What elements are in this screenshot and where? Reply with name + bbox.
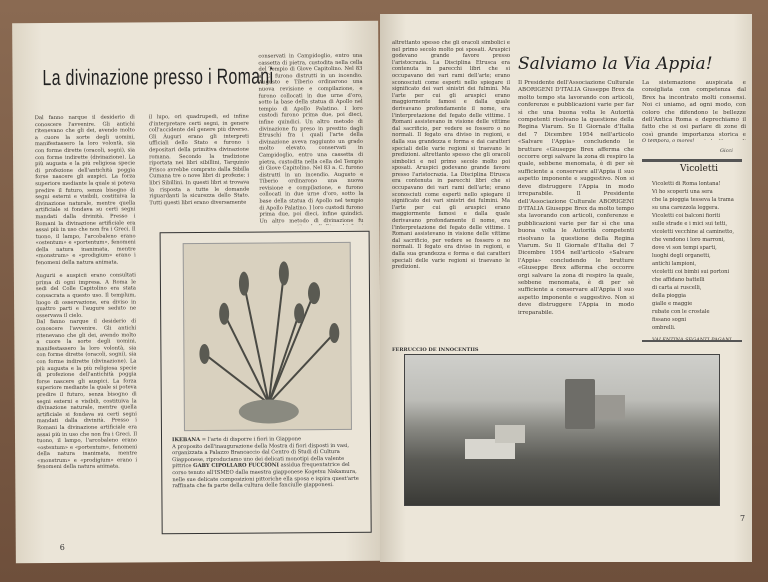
poem-line: rubate con le crostale (652, 309, 710, 315)
poem-line: di carta ai ruscelli, (652, 285, 702, 291)
poem-line: gialle e maggie (652, 301, 693, 307)
column-text: Dal fanno narque il desiderio di conoscere l'avvenire. Gli antichi ritenevano che gli dei, avendo molto a cuore la sorte degli uomini, manifestassero la loro volontà, sia con forme dirette (oracoli, sogni), sia con forme indirette (divinazione). La più augusta e la più religiosa specie di profezione dell'antichità poggia forse nascere gli auspici. La forza superiore mediante la quale si poteva predire il futuro, senza bisogno di segni esterni e visibili, costituiva la divinazione naturale, mentre quella artificiale si fondava su certi segni mandati dalla divinità. Presso i Romani la divinazione artificiale era assai più in uso che non fra i Greci. Il tuono, il lampo, l'arcobaleno erano «ostentum» e «portentum», fenomeni della natura inanimata, mentre «monstrum» e «prodigium» erano i fenomeni della natura animata. (34, 114, 136, 267)
column-text: La sistemazione auspicata e consigliata con competenza dal Brex ha incontrato molti consensi. Noi ci uniamo, ad ogni modo, con coloro che difendono le bellezze dell'Antica Roma e deprechiamo il fatto che si osi parlare di zone di così grande importanza storica e (642, 80, 746, 138)
column-text: Dal fanno narque il desiderio di conoscere l'avvenire. Gli antichi ritenevano che gli dei, avendo molto a cuore la sorte degli uomini, manifestassero la loro volontà, sia con forme dirette (oracoli, sogni), sia con forme indirette (divinazione). La più augusta e la più religiosa specie di profezione dell'antichità poggia forse nascere gli auspici. La forza superiore mediante la quale si poteva predire il futuro, senza bisogno di segni esterni e visibili, costituiva la divinazione naturale, mentre quella artificiale si fondava su certi segni mandati dalla divinità. Presso i Romani la divinazione artificiale era assai più in uso che non fra i Greci. Il tuono, il lampo, l'arcobaleno erano «ostentum» e «portentum», fenomeni della natura inanimata, mentre «monstrum» e «prodigium» erano i fenomeni della natura animata. (36, 318, 138, 471)
poem-line: vicoletti coi bimbi sui portoni (652, 269, 730, 275)
article-column-1 (35, 114, 138, 535)
column-text: altrettanto spesso che gli oracoli simbolici e nel primo secolo molto poi sposati. Aruspici godevano grande favore presso l'aristocrazia. La Disciplina Etrusca era contenuta in parecchi libri che si occupavano dei vari rami dell'arte; erano sconosciuti come esperti nello spiegare il significato dei vari sinistri dei fulmini. Ma l'arte per cui gli aruspici erano maggiormente famosi e dalla quale derivavano profondamente il nome, era l'interpretazione del fegato delle vittime. I Romani assistevano in visione delle vittime dal sacrificio, per vedere se fossero o no normali. Il fegato era diviso in regioni, e dalla sua grandezza e forma e dai caratteri speciali delle varie regioni si traevano le predizioni. (392, 40, 510, 159)
article-column-2 (149, 114, 250, 227)
signature: Gicci (720, 148, 733, 154)
ikebana-painting (183, 242, 352, 431)
building (495, 425, 525, 443)
article-continuation-column (392, 40, 510, 340)
illustration-caption (172, 436, 362, 490)
via-appia-photo (404, 354, 720, 506)
column-text: conservati in Campidoglio, entro una cassetta di pietra, custodita nella cella del Tempio di Giove Capitolino. Nel 83 a. C. furono distrutti in un incendio. Augusto e Tiberio ordinarono una nuova revisione e compilazione, e furono collocati in due urne d'oro, sotto la base della statua di Apollo nel tempio di Apollo Palatino. I loro custodi furono prima due, poi dieci, infine quindici. Un altro metodo di divinazione fu preso in prestito dagli Etruschi fra i quali l'arte della divinazione aveva raggiunto un grado molto elevato. (258, 52, 363, 152)
poem-title: Vicoletti (680, 164, 718, 174)
poem-line: Vi ho scoperti una sera (652, 189, 713, 195)
divider (642, 159, 742, 162)
left-page (12, 21, 382, 564)
article-title: La divinazione presso i Romani (42, 63, 274, 91)
caption-text: A proposito dell'inaugurazione della Mostra di fiori disposti in vasi, organizzata a Palazzo Brancaccio dal Centro di Studi di Cultura Giapponese, riproduciamo uno dei delicati monotipi della valente pittrice (172, 442, 350, 470)
page-number: 7 (740, 514, 746, 523)
column-text: il lupo, ori quadrupedi, ed infine d'interpretare certi segni, in genere coll'accidente del genere più diverso. Gli Àuguri erano gli interpreti ufficiali dello Stato e furono i depositari della primitiva divinazione romana. Secondo la tradizione riportata nei libri sibillini, Tarquinio Prisco avrebbe comprato dalla Sibilla Cumana tre o nove libri di profezie: i libri Sibillini. In questi libri si trovava la risposta a tutte le domande riguardanti la sicurezza dello Stato. Tutti questi libri erano diversamente (148, 113, 250, 207)
column-text: Augurii e auspicii erano consultati prima di ogni impresa. A Roma le sedi del Colle Capitolino era stata consacrata a questo uso. Il templum, luogo di osservazione, era diviso in quattro parti e l'augure seduto ne osservava il cielo. (35, 272, 137, 319)
poem-line: che affidano battelli (652, 277, 705, 283)
caption-text: assidua frequentatrice del corso tenuto all'ISMEO dalla maestra giapponese Kogetsu Nakamura, nelle sue delicate composizioni pittoriche ella sposa e ispira quest'arte raffinata che fa parte della cultura delle fanciulle giapponesi. (172, 462, 359, 490)
poem-line: vicoletti vecchine al caminetto, (652, 229, 735, 235)
poem-line: luoghi degli organetti, (652, 253, 711, 259)
column-text: Il Presidente dell'Associazione Culturale ABORIGENI D'ITALIA Giuseppe Brex da molto tempo sta lavorando con articoli, conferenze e pubblicazioni varie per far sì che una buona volta le Autorità competenti risolvano la questione della Regina Viarum. Su Il Giornale d'Italia del 7 Dicembre 1954 nell'articolo «Salvare l'Appia» concludendo le brutture «Giuseppe Brex afferma che occorre orgi salvare la zona di respiro la quale, sebbene menomata, è di per sè sufficiente a conservare all'Appia il suo aspetto imponente e suggestivo. Non si deve distruggere l'Appia in modo irreparabile. (518, 191, 634, 316)
article-column-3 (258, 53, 363, 226)
column-text: Il Presidente dell'Associazione Culturale ABORIGENI D'ITALIA Giuseppe Brex da molto tempo sta lavorando con articoli, conferenze e pubblicazioni varie per far sì che una buona volta le Autorità competenti risolvano la questione della Regina Viarum. Su Il Giornale d'Italia del 7 Dicembre 1954 nell'articolo «Salvare l'Appia» concludendo le brutture «Giuseppe Brex afferma che occorre orgi salvare la zona di respiro la quale, sebbene menomata, è di per sè sufficiente a conservare all'Appia il suo aspetto imponente e suggestivo. Non si deve distruggere l'Appia in modo irreparabile. (518, 80, 634, 198)
column-text: altrettanto spesso che gli oracoli simbolici e nel primo secolo molto poi sposati. Aruspici godevano grande favore presso l'aristocrazia. La Disciplina Etrusca era contenuta in parecchi libri che si occupavano dei vari rami dell'arte; erano sconosciuti come esperti nello spiegare il significato dei vari sinistri dei fulmini. Ma l'arte per cui gli aruspici erano maggiormente famosi e dalla quale derivavano profondamente il nome, era l'interpretazione del fegato delle vittime. I Romani assistevano in visione delle vittime dal sacrificio, per vedere se fossero o no normali. Il fegato era diviso in regioni, e dalla sua grandezza e forma e dai caratteri speciali delle varie regioni si traevano le predizioni. (392, 152, 510, 271)
building (595, 395, 625, 419)
appia-column-2 (642, 80, 746, 140)
exclamation: O tempora, o mores! (642, 138, 695, 144)
poem-line: Vicoletti coi balconi fioriti (652, 213, 721, 219)
poem-line: che vendono i loro marroni, (652, 237, 725, 243)
illustration-box (160, 231, 372, 534)
poem-line: fissano sogni (652, 317, 687, 323)
poem-line: antichi lampioni, (652, 261, 697, 267)
poem-line: Vicoletti di Roma lontana! (652, 181, 721, 187)
poem-line: su una carezzola leggera. (652, 205, 720, 211)
appia-column-1 (518, 80, 634, 342)
tower (565, 379, 595, 429)
caption-lead: IKEBANA (172, 436, 201, 444)
column-text: conservati in Campidoglio, entro una cassetta di pietra, custodita nella cella del Tempio di Giove Capitolino. Nel 83 a. C. furono distrutti in un incendio. Augusto e Tiberio ordinarono una nuova revisione e compilazione, e furono collocati in due urne d'oro, sotto la base della statua di Apollo nel tempio di Apollo Palatino. I loro custodi furono prima due, poi dieci, infine quindici. Un altro metodo di divinazione fu (259, 145, 364, 225)
article-author: FERRUCCIO DE INNOCENTIIS (392, 347, 479, 353)
poem-line: sulle strade e i mici sui tetti, (652, 221, 728, 227)
article-title: Salviamo la Via Appia! (518, 54, 713, 74)
poem-line: della pioggia (652, 293, 686, 299)
right-page (380, 14, 752, 562)
poem-line: dove vi son tempi sparti, (652, 245, 717, 251)
poem-line: che la pioggia tesseva la trama (652, 197, 734, 203)
caption-artist: GABY CIPOLLARO FUCCIONI (193, 462, 279, 470)
divider (642, 340, 742, 342)
poem (652, 180, 748, 344)
poem-line: ombrelli. (652, 325, 676, 331)
caption-title: = l'arte di disporre i fiori in Giappone (200, 436, 302, 443)
page-number: 6 (59, 542, 65, 552)
